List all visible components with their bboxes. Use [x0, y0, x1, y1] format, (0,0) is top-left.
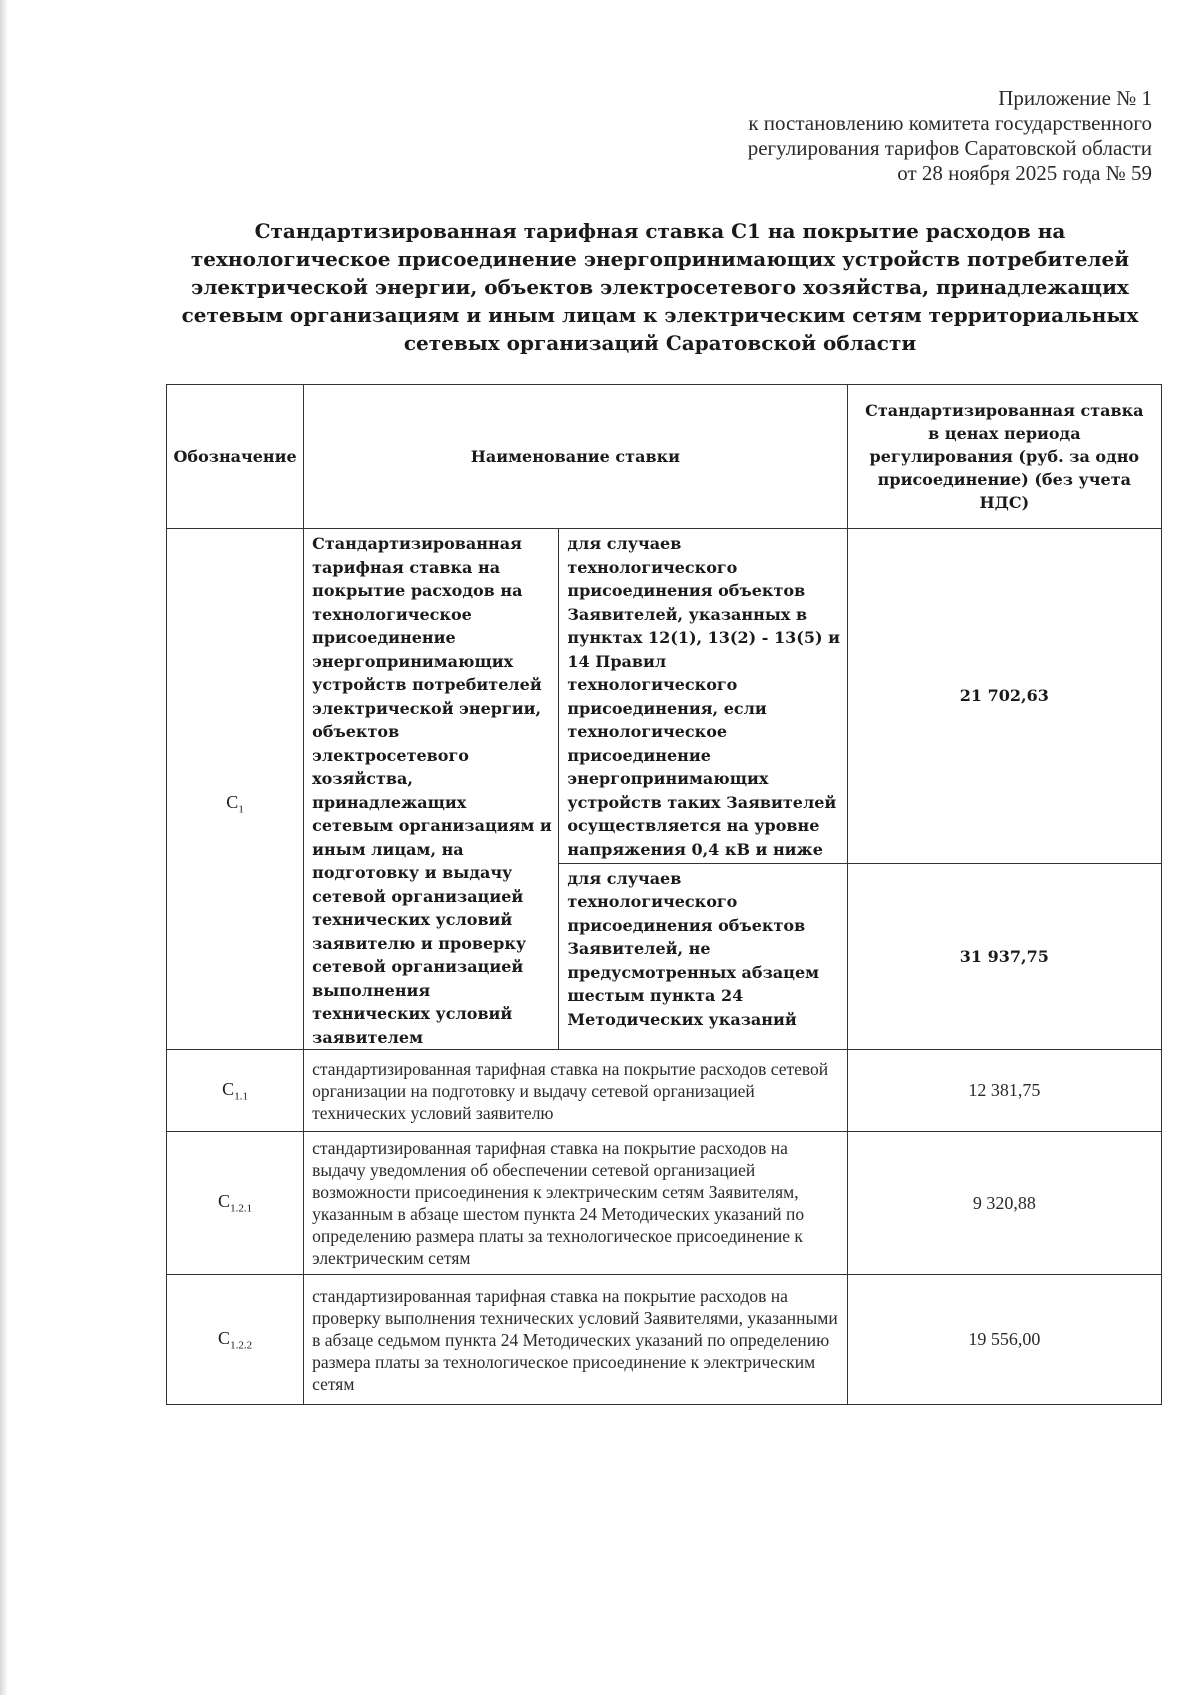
page-edge-shadow [0, 0, 8, 1695]
c1-code [167, 529, 304, 1050]
c1-case2-text: для случаев технологического присоединения объектов Заявителей, не предусмотренных абзацем шестым пункта 24 Методических указаний [559, 863, 847, 1049]
c1-1-text: стандартизированная тарифная ставка на покрытие расходов сетевой организации на подготовку и выдачу сетевой организацией технических условий заявителю [304, 1050, 848, 1132]
c1-case1-text: для случаев технологического присоединения объектов Заявителей, указанных в пунктах 12(1), 13(2) - 13(5) и 14 Правил технологического присоединения, если технологическое присоединение энергопринимающих устройств таких Заявителей осуществляется на уровне напряжения 0,4 кВ и ниже [559, 529, 847, 864]
table-row-c1-1 [167, 1050, 1162, 1132]
c1-2-1-text: стандартизированная тарифная ставка на покрытие расходов на выдачу уведомления об обеспечении сетевой организацией возможности присоединения к электрическим сетям Заявителям, указанным в абзаце шестом пункта 24 Методических указаний по определению размера платы за технологическое присоединение к электрическим сетям [304, 1132, 848, 1275]
appendix-resolution-line: к постановлению комитета государственного [748, 111, 1152, 135]
c1-2-1-code [167, 1132, 304, 1275]
c1-case1-value: 21 702,63 [847, 529, 1161, 864]
c1-2-2-code-base: С [218, 1327, 231, 1348]
c1-1-code [167, 1050, 304, 1132]
c1-2-1-value: 9 320,88 [847, 1132, 1161, 1275]
c1-1-code-sub: 1.1 [234, 1090, 248, 1103]
header-name: Наименование ставки [304, 385, 848, 529]
table-row-c1-case1 [167, 529, 1162, 864]
table-header-row [167, 385, 1162, 529]
c1-code-base: С [226, 792, 239, 813]
appendix-number: Приложение № 1 [998, 86, 1152, 110]
c1-case2-value: 31 937,75 [847, 863, 1161, 1049]
c1-2-2-code [167, 1275, 304, 1405]
c1-name: Стандартизированная тарифная ставка на покрытие расходов на технологическое присоединение энергопринимающих устройств потребителей электрической энергии, объектов электросетевого хозяйства, принадлежащих сетевым организациям и иным лицам, на подготовку и выдачу сетевой организацией технических условий заявителю и проверку сетевой организацией выполнения технических условий заявителем [304, 529, 559, 1050]
tariff-table [166, 384, 1162, 1405]
header-value: Стандартизированная ставка в ценах периода регулирования (руб. за одно присоединение) (без учета НДС) [847, 385, 1161, 529]
header-code: Обозначение [167, 385, 304, 529]
c1-2-2-value: 19 556,00 [847, 1275, 1161, 1405]
appendix-date-line: от 28 ноября 2025 года № 59 [897, 161, 1152, 185]
appendix-committee-line: регулирования тарифов Саратовской области [747, 136, 1152, 160]
c1-code-sub: 1 [238, 803, 244, 816]
document-title: Стандартизированная тарифная ставка С1 на покрытие расходов на технологическое присоединение энергопринимающих устройств потребителей электрической энергии, объектов электросетевого хозяйства, принадлежащих сетевым организациям и иным лицам к электрическим сетям территориальных сетевых организаций Саратовской области [181, 219, 1139, 355]
table-row-c1-2-1 [167, 1132, 1162, 1275]
appendix-header [748, 86, 1152, 186]
c1-2-2-code-sub: 1.2.2 [230, 1339, 253, 1352]
c1-1-value: 12 381,75 [847, 1050, 1161, 1132]
c1-2-2-text: стандартизированная тарифная ставка на покрытие расходов на проверку выполнения технических условий Заявителями, указанными в абзаце седьмом пункта 24 Методических указаний по определению размера платы за технологическое присоединение к электрическим сетям [304, 1275, 848, 1405]
table-row-c1-2-2 [167, 1275, 1162, 1405]
c1-2-1-code-base: С [218, 1191, 231, 1212]
c1-1-code-base: С [222, 1078, 235, 1099]
c1-2-1-code-sub: 1.2.1 [230, 1202, 253, 1215]
